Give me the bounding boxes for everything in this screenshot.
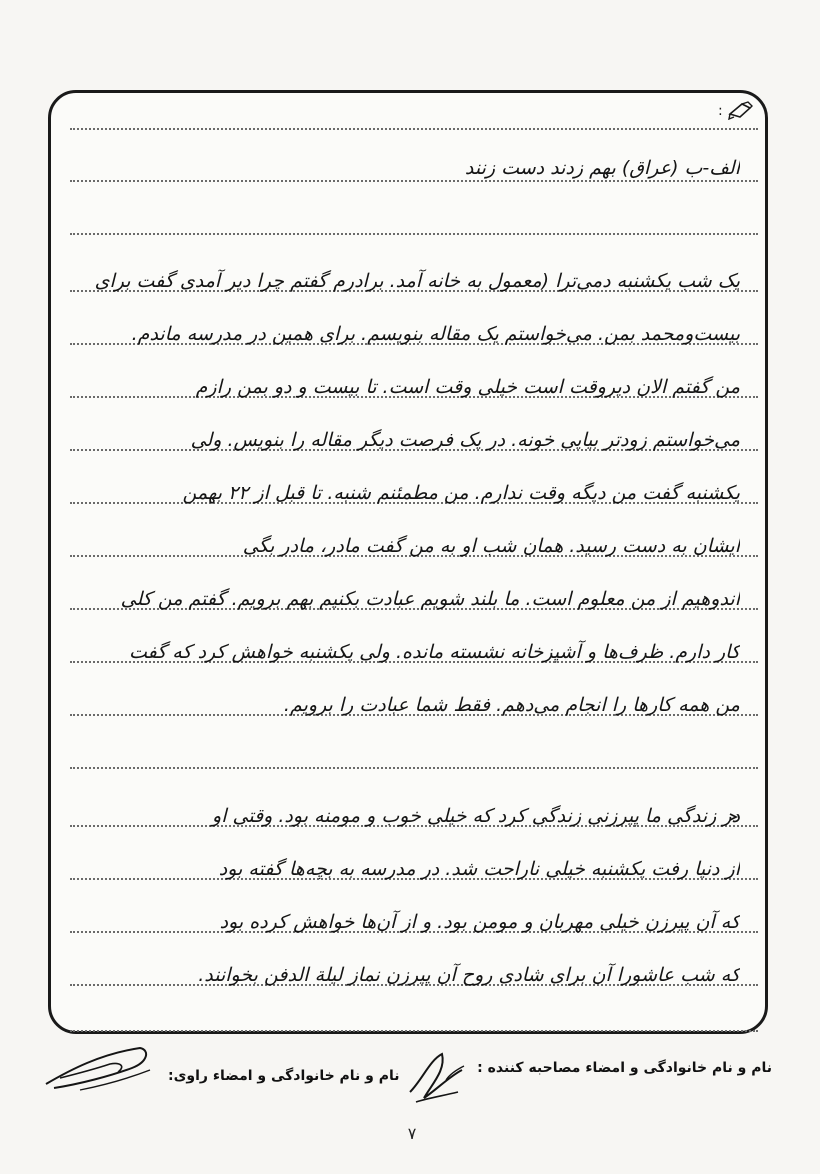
handwritten-line: من همه کارها را انجام می‌دهم. فقط شما عبادت را برویم.: [283, 694, 740, 716]
ruled-line: [70, 128, 758, 130]
handwritten-line: کار دارم. ظرف‌ها و آشپزخانه نشسته مانده. ولی یکشنبه خواهش کرد که گفت: [128, 641, 740, 663]
handwritten-line: من گفتم الان دیروقت است خیلی وقت است. تا بیست و دو بمن رازم: [195, 376, 740, 398]
narrator-signature: [40, 1040, 160, 1100]
handwritten-line: ایشان به دست رسید. همان شب او به من گفت مادر، مادر بگی: [242, 535, 740, 557]
handwritten-line: الف-ب (عراق) بهم زدند دست زنند: [464, 157, 740, 179]
field-marker: :: [718, 103, 723, 119]
narrator-label: نام و نام خانوادگی و امضاء راوی:: [168, 1068, 400, 1084]
handwritten-line: در زندگی ما پیرزنی زندگی کرد که خیلی خوب و مومنه بود. وقتی او: [212, 805, 740, 827]
handwritten-line: یک شب یکشنبه دمی‌ترا (معمول به خانه آمد. برادرم گفتم چرا دیر آمدی گفت برای: [95, 270, 740, 292]
ruled-line: [70, 767, 758, 769]
handwritten-line: از دنیا رفت یکشنبه خیلی ناراحت شد. در مدرسه به بچه‌ها گفته بود: [218, 858, 740, 880]
bullet-mark-icon: [728, 812, 738, 822]
handwritten-line: بیست‌ومحمد بمن. می‌خواستم یک مقاله بنویسم. برای همین در مدرسه ماندم.: [131, 323, 740, 345]
page-number: ۷: [407, 1124, 417, 1143]
handwritten-line: که آن پیرزن خیلی مهربان و مومن بود. و از آن‌ها خواهش کرده بود: [219, 911, 740, 933]
ruled-line: [70, 233, 758, 235]
interviewer-signature: [402, 1040, 472, 1110]
ruled-line: [70, 1030, 758, 1032]
handwritten-line: یکشنبه گفت من دیگه وقت ندارم. من مطمئنم شنبه. تا قبل از ۲۲ بهمن: [182, 482, 740, 504]
handwritten-line: می‌خواستم زودتر بیایی خونه. در یک فرصت دیگر مقاله را بنویس. ولی: [190, 429, 740, 451]
handwritten-line: اندوهیم از من معلوم است. ما بلند شویم عبادت بکنیم بهم برویم. گفتم من کلی: [120, 588, 740, 610]
interviewer-label: نام و نام خانوادگی و امضاء مصاحبه کننده :: [477, 1060, 772, 1076]
handwritten-line: که شب عاشورا آن برای شادی روح آن پیرزن نماز لیلة الدفن بخوانند.: [198, 964, 740, 986]
form-frame: [48, 90, 768, 1034]
pen-hand-icon: [728, 100, 754, 120]
